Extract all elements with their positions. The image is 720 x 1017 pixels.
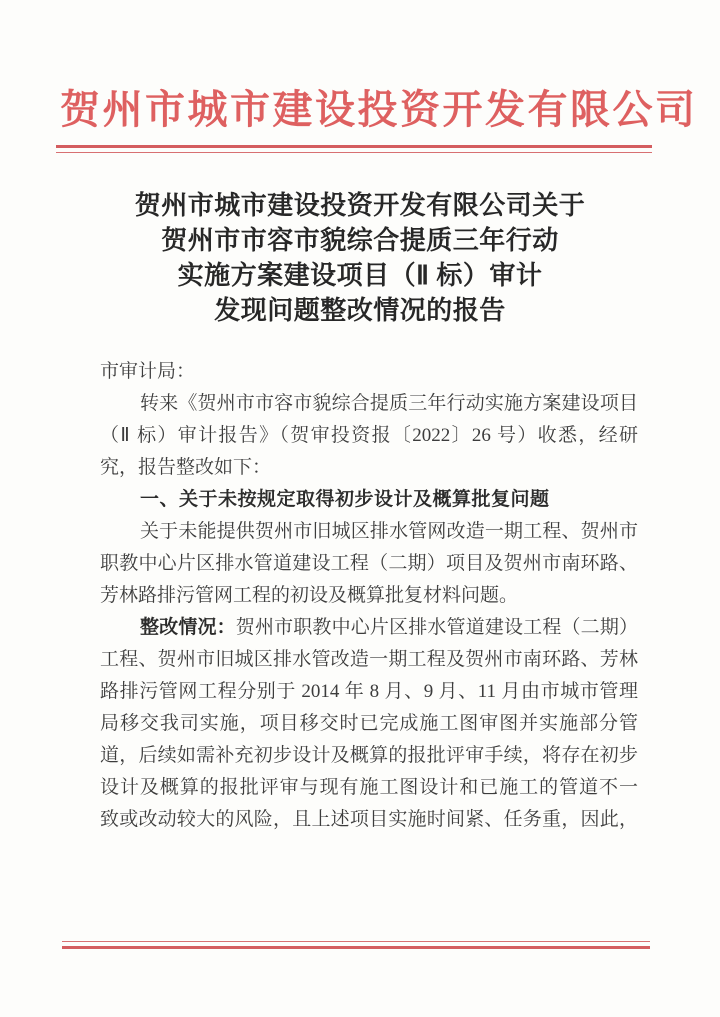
- issue-paragraph-line: 关于未能提供贺州市旧城区排水管网改造一期工程、贺州市: [140, 521, 638, 542]
- rectification-paragraph-line: 路排污管网工程分别于 2014 年 8 月、9 月、11 月由市城市管理: [100, 681, 638, 702]
- rectification-paragraph-line: 工程、贺州市旧城区排水管改造一期工程及贺州市南环路、芳林: [100, 649, 638, 670]
- rectification-paragraph-line: 致或改动较大的风险，且上述项目实施时间紧、任务重，因此，: [100, 809, 638, 830]
- rectification-label: 整改情况：: [140, 617, 236, 638]
- document-title-line-3: 实施方案建设项目（Ⅱ 标）审计: [177, 261, 543, 290]
- issue-paragraph-line: 芳林路排污管网工程的初设及概算批复材料问题。: [100, 585, 519, 606]
- document-title-line-1: 贺州市城市建设投资开发有限公司关于: [134, 191, 586, 220]
- rectification-paragraph-line: [100, 612, 638, 644]
- document-title-line-4: 发现问题整改情况的报告: [214, 296, 506, 325]
- section1-heading: 一、关于未按规定取得初步设计及概算批复问题: [140, 489, 550, 510]
- issue-paragraph-line: 职教中心片区排水管道建设工程（二期）项目及贺州市南环路、: [100, 553, 638, 574]
- intro-paragraph-line: （Ⅱ 标）审计报告》（贺审投资报〔2022〕26 号）收悉，经研: [100, 425, 638, 446]
- document-body: [100, 356, 638, 836]
- rectification-paragraph-line: 设计及概算的报批评审与现有施工图设计和已施工的管道不一: [100, 777, 638, 798]
- rectification-paragraph-line: 局移交我司实施，项目移交时已完成施工图审图并实施部分管: [100, 713, 638, 734]
- letterhead-double-rule: [56, 145, 652, 153]
- letterhead-company-name: 贺州市城市建设投资开发有限公司: [60, 87, 698, 132]
- intro-paragraph-line: 转来《贺州市市容市貌综合提质三年行动实施方案建设项目: [140, 393, 638, 414]
- footer-double-rule: [62, 941, 650, 949]
- rectification-text: 贺州市职教中心片区排水管道建设工程（二期）: [235, 617, 638, 638]
- rectification-paragraph-line: 道，后续如需补充初步设计及概算的报批评审手续，将存在初步: [100, 745, 638, 766]
- intro-paragraph-line: 究，报告整改如下：: [100, 457, 272, 478]
- document-title: [0, 188, 720, 328]
- document-title-line-2: 贺州市市容市貌综合提质三年行动: [161, 226, 559, 255]
- salutation: 市审计局：: [100, 361, 196, 382]
